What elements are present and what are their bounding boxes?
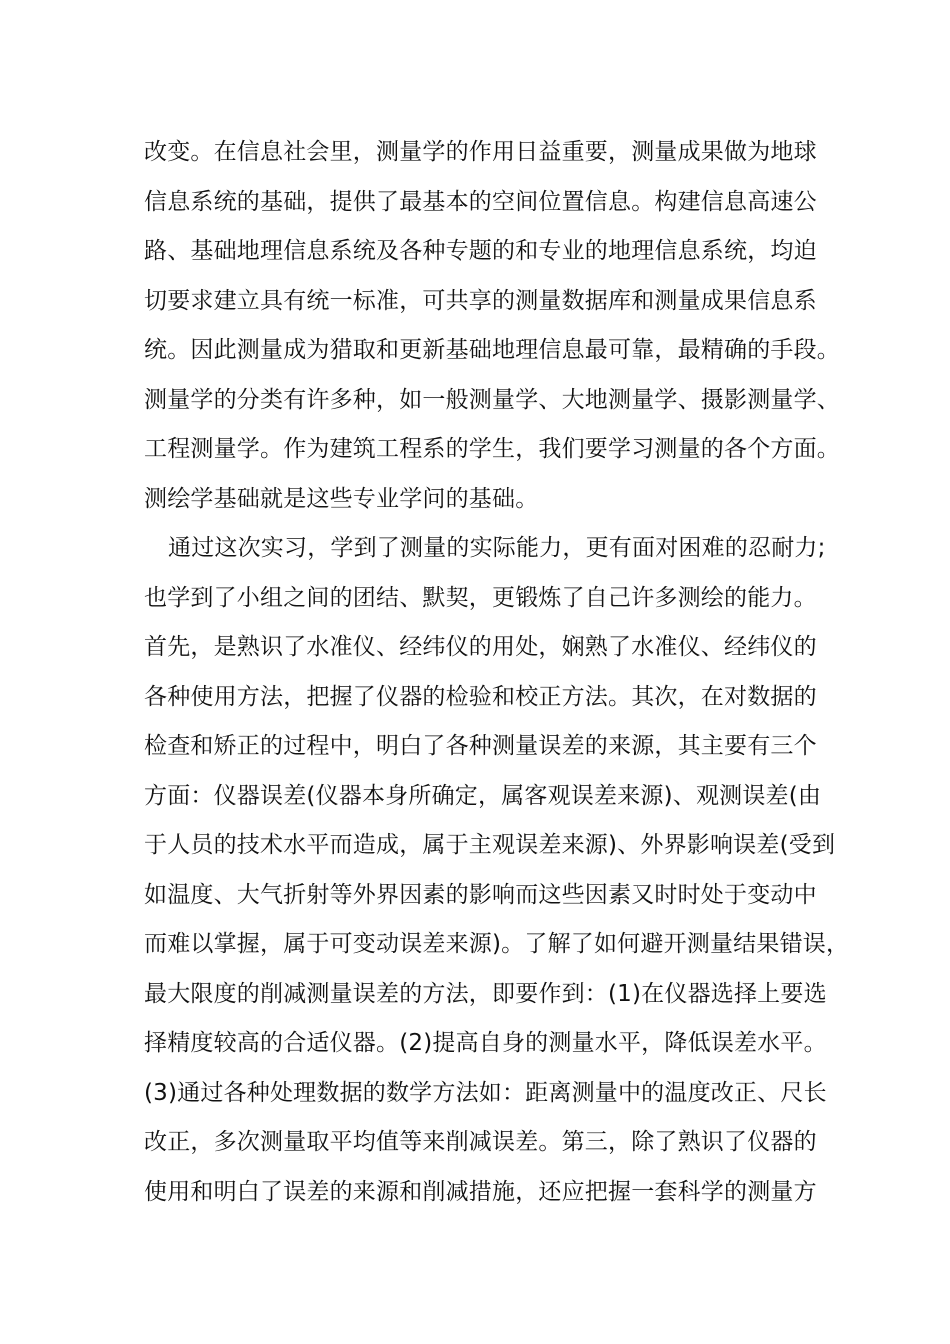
text-line: 信息系统的基础，提供了最基本的空间位置信息。构建信息高速公 bbox=[144, 188, 817, 215]
text-line: 而难以掌握，属于可变动误差来源)。了解了如何避开测量结果错误， bbox=[144, 931, 850, 957]
text-line: 首先，是熟识了水准仪、经纬仪的用处，娴熟了水准仪、经纬仪的 bbox=[144, 634, 817, 660]
text-line: 测量学的分类有许多种，如一般测量学、大地测量学、摄影测量学、 bbox=[144, 386, 840, 413]
text-line: 统。因此测量成为猎取和更新基础地理信息最可靠，最精确的手段。 bbox=[144, 337, 840, 363]
text-line: 工程测量学。作为建筑工程系的学生，我们要学习测量的各个方面。 bbox=[144, 436, 840, 462]
paragraph-start-line: 通过这次实习，学到了测量的实际能力，更有面对困难的忍耐力; bbox=[168, 535, 826, 561]
text-line: 检查和矫正的过程中，明白了各种测量误差的来源，其主要有三个 bbox=[144, 733, 817, 759]
text-line: 于人员的技术水平而造成，属于主观误差来源)、外界影响误差(受到 bbox=[144, 832, 836, 858]
text-line: 路、基础地理信息系统及各种专题的和专业的地理信息系统，均迫 bbox=[144, 238, 817, 264]
text-line: 各种使用方法，把握了仪器的检验和校正方法。其次，在对数据的 bbox=[144, 683, 817, 710]
text-line: 最大限度的削减测量误差的方法，即要作到：(1)在仪器选择上要选 bbox=[144, 980, 827, 1007]
text-line: 如温度、大气折射等外界因素的影响而这些因素又时时处于变动中 bbox=[144, 881, 817, 908]
body-text bbox=[144, 128, 850, 1217]
text-line: 也学到了小组之间的团结、默契，更锻炼了自己许多测绘的能力。 bbox=[144, 584, 817, 611]
text-line: 改正，多次测量取平均值等来削减误差。第三，除了熟识了仪器的 bbox=[144, 1129, 817, 1155]
text-line: 择精度较高的合适仪器。(2)提高自身的测量水平，降低误差水平。 bbox=[144, 1030, 827, 1056]
text-line: (3)通过各种处理数据的数学方法如：距离测量中的温度改正、尺长 bbox=[144, 1079, 827, 1106]
text-line: 使用和明白了误差的来源和削减措施，还应把握一套科学的测量方 bbox=[144, 1178, 817, 1205]
text-line: 改变。在信息社会里，测量学的作用日益重要，测量成果做为地球 bbox=[144, 139, 817, 165]
text-line: 方面：仪器误差(仪器本身所确定，属客观误差来源)、观测误差(由 bbox=[144, 782, 822, 809]
text-line: 测绘学基础就是这些专业学问的基础。 bbox=[144, 485, 539, 512]
text-line: 切要求建立具有统一标准，可共享的测量数据库和测量成果信息系 bbox=[144, 287, 817, 314]
